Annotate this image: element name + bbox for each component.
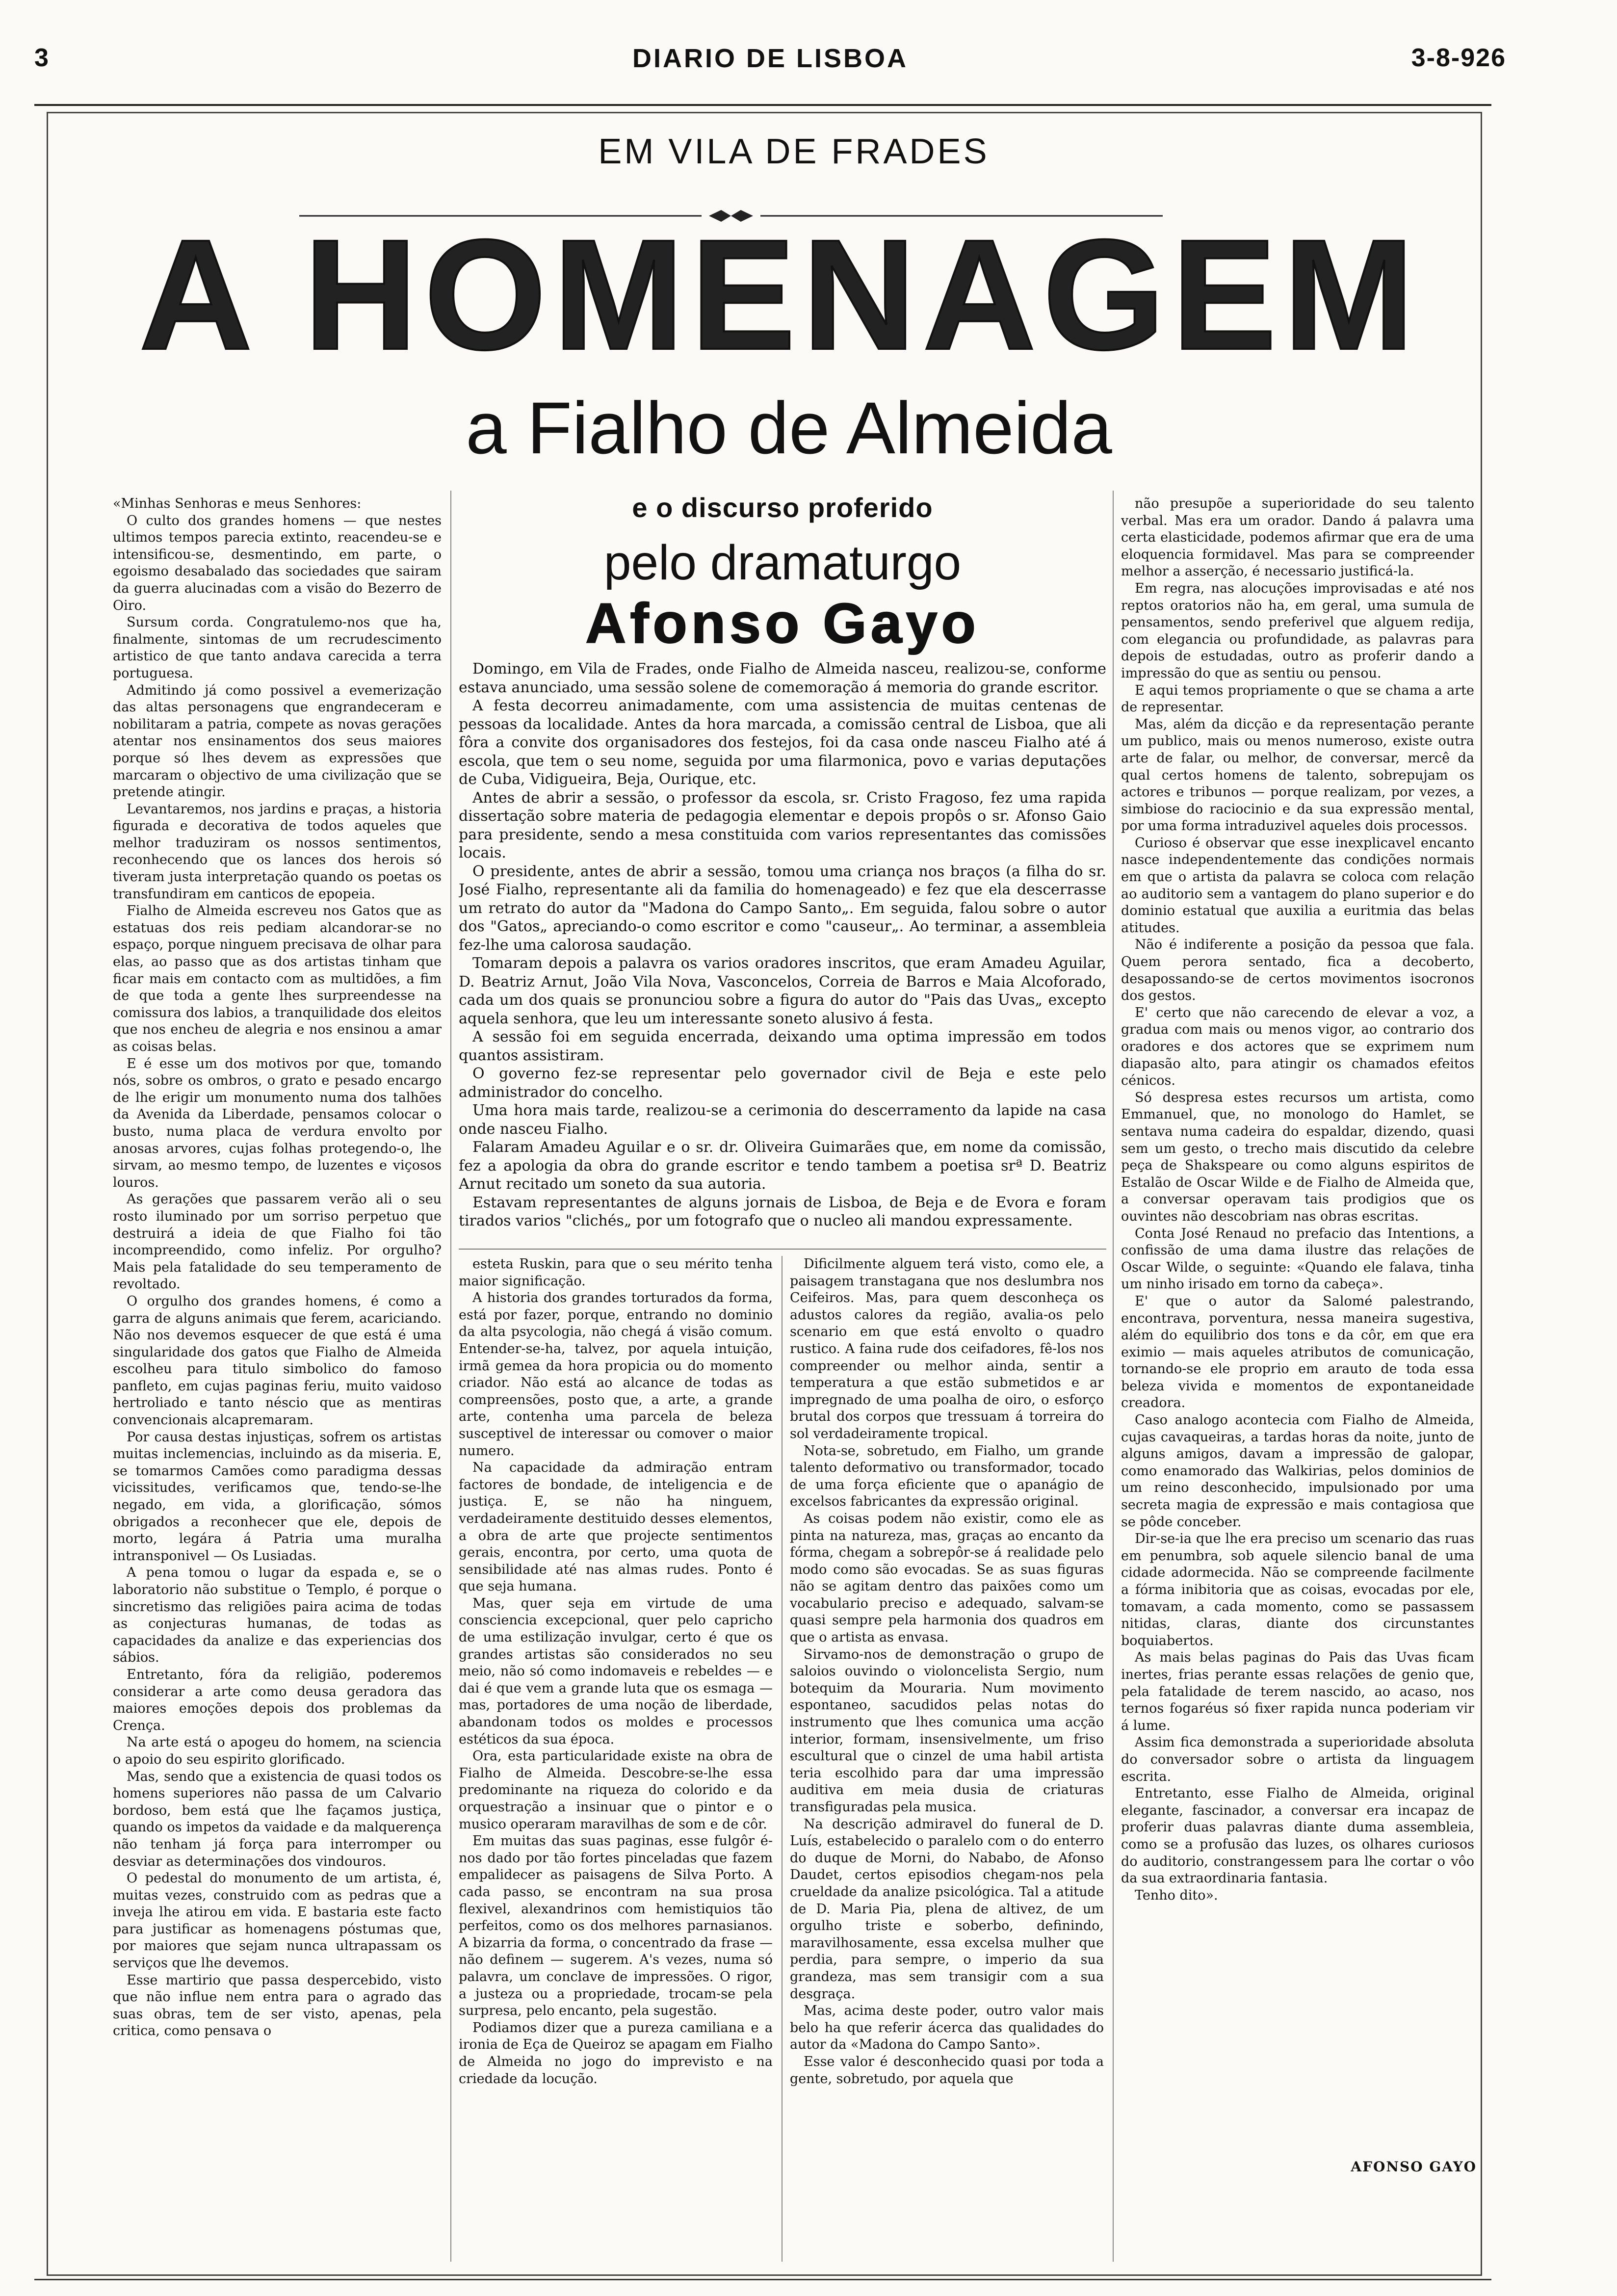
- paragraph: Uma hora mais tarde, realizou-se a cerimonia do descerramento da lapide na casa onde nasceu Fialho.: [459, 1102, 1106, 1138]
- article-headline: A HOMENAGEM: [139, 207, 1421, 382]
- paragraph: Conta José Renaud no prefacio das Intentions, a confissão de uma dama ilustre das relações de Oscar Wilde, o seguinte: «Quando ele falava, tinha um ninho irisado em torno da cabeça».: [1121, 1226, 1474, 1292]
- issue-date: 3-8-926: [1411, 44, 1506, 72]
- paragraph: Levantaremos, nos jardins e praças, a historia figurada e decorativa de todos aqueles que melhor traduziram os nossos sentimentos, reconhecendo que os lances dos herois só tiveram justa interpretação quando os poetas os transfundiram em canticos de epopeia.: [113, 801, 442, 902]
- paragraph: Na descrição admiravel do funeral de D. Luís, estabelecido o paralelo com o do enterro do duque de Morni, do Nababo, de Afonso Daudet, certos episodios chegam-nos pela crueldade da analize psicológica. Tal a atitude de D. Maria Pia, plena de altivez, de um orgulho triste e soberbo, definindo, maravilhosamente, essa excelsa mulher que perdia, para sempre, o imperio da sua grandeza, mas sem transigir com a sua desgraça.: [790, 1816, 1104, 2002]
- masthead-rule: [34, 104, 1491, 106]
- paragraph: A festa decorreu animadamente, com uma assistencia de muitas centenas de pessoas da localidade. Antes da hora marcada, a comissão central de Lisboa, que ali fôra a convite dos organisadores dos festejos, foi da casa onde nasceu Fialho até á escola, que tem o seu nome, seguida por uma filarmonica, povo e varias deputações de Cuba, Vidigueira, Beja, Ourique, etc.: [459, 697, 1106, 788]
- paragraph: Por causa destas injustiças, sofrem os artistas muitas inclemencias, incluindo as da miseria. E, se tomarmos Camões como paradigma dessas vicissitudes, verificamos que, tendo-se-lhe negado, em vida, a glorificação, sómos obrigados a reconhecer que ele, depois de morto, legára á Patria uma muralha intransponivel — Os Lusiadas.: [113, 1429, 442, 1564]
- paragraph: Mas, acima deste poder, outro valor mais belo ha que referir ácerca das qualidades do autor da «Madona do Campo Santo».: [790, 2003, 1104, 2053]
- column-rule: [1113, 491, 1114, 2262]
- article-kicker: EM VILA DE FRADES: [598, 132, 990, 171]
- paragraph: Admitindo já como possivel a evemerização das altas personagens que engrandeceram e nobilitaram a patria, compete as novas gerações atentar nos ensinamentos dos seus maiores porque só lhes devem as expressões que marcaram o objectivo de uma civilização que se pretende atingir.: [113, 682, 442, 800]
- paragraph: Mas, quer seja em virtude de uma consciencia excepcional, quer pelo capricho de uma estilização invulgar, certo é que os grandes artistas são considerados no seu meio, não só como indomaveis e rebeldes — e dai é que vem a grande luta que os esmaga — mas, portadores de uma noção de liberdade, abandonam todos os moldes e processos estéticos da sua época.: [459, 1595, 773, 1747]
- deck-author: Afonso Gayo: [585, 592, 980, 655]
- paragraph: Caso analogo acontecia com Fialho de Almeida, cujas cavaqueiras, a tardas horas da noite, junto de alguns amigos, davam a impressão de galopar, como enamorado das Walkirias, pelos dominios de um reino desconhecido, impulsionado por uma secreta magia de expressão e mais contagiosa que se pôde conceber.: [1121, 1412, 1474, 1530]
- paragraph: A sessão foi em seguida encerrada, deixando uma optima impressão em todos quantos assistiram.: [459, 1028, 1106, 1064]
- paragraph: Falaram Amadeu Aguilar e o sr. dr. Oliveira Guimarães que, em nome da comissão, fez a apologia da obra do grande escritor e tendo tambem a poetisa srª D. Beatriz Arnut recitado um soneto da sua autoria.: [459, 1139, 1106, 1193]
- paragraph: Domingo, em Vila de Frades, onde Fialho de Almeida nasceu, realizou-se, conforme estava anunciado, uma sessão solene de comemoração á memoria do grande escritor.: [459, 660, 1106, 696]
- newspaper-title: DIARIO DE LISBOA: [632, 44, 909, 73]
- masthead: [34, 43, 1506, 73]
- paragraph: Mas, sendo que a existencia de quasi todos os homens superiores não passa de um Calvario bordoso, bem está que lhe façamos justiça, quando os impetos da vaidade e da malquerença não tenham já força para interromper ou desviar as determinações dos vindouros.: [113, 1769, 442, 1869]
- paragraph: Esse martirio que passa despercebido, visto que não influe nem entra para o agrado das suas obras, tem de ser visto, apenas, pela critica, como pensava o: [113, 1972, 442, 2039]
- paragraph: O culto dos grandes homens — que nestes ultimos tempos parecia extinto, reacendeu-se e intensificou-se, desmentindo, em parte, o egoismo desabalado das sociedades que sairam da guerra alucinadas com a visão do Bezerro de Oiro.: [113, 513, 442, 613]
- deck-line-1: e o discurso proferido: [632, 492, 933, 523]
- paragraph: E' que o autor da Salomé palestrando, encontrava, porventura, nessa maneira sugestiva, além do equilibrio dos tons e da côr, em que era eximio — mais aqueles atributos de comunicação, tornando-se ele proprio em arauto de toda essa beleza vivida e momentos de expontaneidade creadora.: [1121, 1293, 1474, 1411]
- paragraph: Assim fica demonstrada a superioridade absoluta do conversador sobre o artista da linguagem escrita.: [1121, 1735, 1474, 1784]
- paragraph: Nota-se, sobretudo, em Fialho, um grande talento deformativo ou transformador, tocado de uma força eficiente que o apanágio de excelsos fabricantes da expressão original.: [790, 1443, 1104, 1510]
- paragraph: não presupõe a superioridade do seu talento verbal. Mas era um orador. Dando á palavra uma certa elasticidade, podemos afirmar que era de uma eloquencia formidavel. Mas para se compreender melhor a asserção, é necessario justificá-la.: [1121, 496, 1474, 579]
- paragraph: O orgulho dos grandes homens, é como a garra de alguns animais que ferem, acariciando. Não nos devemos esquecer de que está é uma singularidade dos gatos que Fialho de Almeida escolheu para titulo simbolico do famoso panfleto, em cujas paginas feriu, muito vaidoso hertroliado e tanto néscio que as mentiras convencionais alcapremaram.: [113, 1293, 442, 1428]
- section-rule: [459, 1249, 1106, 1250]
- paragraph: Entretanto, fóra da religião, poderemos considerar a arte como deusa geradora das maiores emoções depois dos problemas da Crença.: [113, 1667, 442, 1733]
- paragraph: Podiamos dizer que a pureza camiliana e a ironia de Eça de Queiroz se apagam em Fialho de Almeida no jogo do imprevisto e na criedade da locução.: [459, 2020, 773, 2087]
- paragraph: O presidente, antes de abrir a sessão, tomou uma criança nos braços (a filha do sr. José Fialho, representante ali da familia do homenageado) e fez que ela descerrasse um retrato do autor da "Madona do Campo Santo„. Em seguida, falou sobre o autor dos "Gatos„ apreciando-o como escritor e como "causeur„. Ao terminar, a assembleia fez-lhe uma calorosa saudação.: [459, 862, 1106, 954]
- paragraph: Na capacidade da admiração entram factores de bondade, de inteligencia e de justiça. E, se não ha ninguem, verdadeiramente destituido desses elementos, a obra de arte que projecte sentimentos gerais, encontra, por certo, uma quota de sensibilidade até nas almas rudes. Ponto é que seja humana.: [459, 1460, 773, 1594]
- intro-report: [459, 660, 1106, 1244]
- paragraph: Mas, além da dicção e da representação perante um publico, mais ou menos numeroso, existe outra arte de falar, ou melhor, de conversar, mercê da qual certos homens de talento, sobrepujam os actores e tribunos — porque realizam, por vezes, a simbiose do raciocinio e da sua expressão mental, por uma forma intraduzivel aqueles dois processos.: [1121, 716, 1474, 834]
- paragraph: Antes de abrir a sessão, o professor da escola, sr. Cristo Fragoso, fez uma rapida dissertação sobre materia de pedagogia elementar e depois propôs o sr. Afonso Gaio para presidente, sendo a mesa constituida com varios representantes das comissões locais.: [459, 789, 1106, 861]
- paragraph: Sursum corda. Congratulemo-nos que ha, finalmente, sintomas de um recrudescimento artistico de que tanto andava carecida a terra portuguesa.: [113, 615, 442, 681]
- speech-column-4: [1121, 496, 1474, 2114]
- paragraph: Esse valor é desconhecido quasi por toda a gente, sobretudo, por aquela que: [790, 2054, 1104, 2087]
- paragraph: Não é indiferente a posição da pessoa que fala. Quem perora sentado, fica a decoberto, desapossando-se de certos movimentos isocronos dos gestos.: [1121, 937, 1474, 1004]
- paragraph: As gerações que passarem verão ali o seu rosto iluminado por um sorriso perpetuo que destruirá a ideia de que Fialho foi tão incompreendido, como infeliz. Por orgulho? Mais pela fatalidade do seu temperamento de revoltado.: [113, 1192, 442, 1292]
- paragraph: Entretanto, esse Fialho de Almeida, original elegante, fascinador, a conversar era incapaz de proferir duas palavras diante duma assembleia, como se a profusão das luzes, os olhares curiosos do auditorio, constrangessem para lhe cortar o vôo da sua extraordinaria fantasia.: [1121, 1786, 1474, 1886]
- paragraph: Em muitas das suas paginas, esse fulgôr é-nos dado por tão fortes pinceladas que fazem empalidecer as paisagens de Silva Porto. A cada passo, se encontram na sua prosa flexivel, alexandrinos com hemistiquios tão perfeitos, como os dos melhores parnasianos. A bizarria da forma, o concentrado da frase — não definem — sugerem. A's vezes, numa só palavra, um conclave de impressões. O rigor, a justeza ou a propriedade, trocam-se pela surpresa, pelo encanto, pela sugestão.: [459, 1833, 773, 2019]
- paragraph: As coisas podem não existir, como ele as pinta na natureza, mas, graças ao encanto da fórma, chegam a sobrepôr-se á realidade pelo modo como são evocadas. Se as suas figuras não se agitam dentro das paixões como um vocabulario preciso e adequado, salvam-se quasi sempre pela harmonia dos quadros em que o artista as envasa.: [790, 1511, 1104, 1645]
- paragraph: Tenho dito».: [1135, 1887, 1218, 1903]
- paragraph: A historia dos grandes torturados da forma, está por fazer, porque, entrando no dominio da alta psycologia, não chegá á visão comum. Entender-se-ha, talvez, por aquela intuição, irmã gemea da hora propicia ou do momento criador. Não está ao alcance de todas as compreensões, posto que, a arte, a grande arte, contenha uma parcela de beleza susceptivel de interessar ou comover o maior numero.: [459, 1290, 773, 1459]
- paragraph: Curioso é observar que esse inexplicavel encanto nasce independentemente das condições normais em que o artista da palavra se coloca com relação ao auditorio sem a vantagem do plano superior e do dominio estatual que auxilia a euritmia das belas atitudes.: [1121, 835, 1474, 936]
- paragraph: Dir-se-ia que lhe era preciso um scenario das ruas em penumbra, sob aquele silencio banal de uma cidade adormecida. Não se compreende facilmente a fórma inibitoria que as coisas, evocadas por ele, tomavam, a cada momento, como se passassem nitidas, claras, diante dos circunstantes boquiabertos.: [1121, 1531, 1474, 1648]
- paragraph: As mais belas paginas do Pais das Uvas ficam inertes, frias perante essas relações de genio que, pela fatalidade de terem nascido, ao acaso, nos ternos fogaréus só fixer rapida nunca poderiam vir á lume.: [1121, 1650, 1474, 1733]
- article-subhead: a Fialho de Almeida: [466, 387, 1112, 469]
- paragraph: Fialho de Almeida escreveu nos Gatos que as estatuas dos reis pediam alcandorar-se no espaço, porque ninguem precisava de olhar para elas, ao passo que as dos artistas tinham que ficar mais em contacto com as multidões, a fim de que toda a gente lhes surpreendesse na comissura dos labios, a tranquilidade dos eleitos que nos encheu de alegria e nos ensinou a amar as coisas belas.: [113, 903, 442, 1054]
- deck-line-2: pelo dramaturgo: [603, 535, 962, 590]
- speech-column-2: [459, 1256, 773, 2262]
- paragraph: O pedestal do monumento de um artista, é, muitas vezes, construido com as pedras que a inveja lhe atirou em vida. E bastaria este facto para justificar as homenagens póstumas que, por maiores que sejam nunca ultrapassam os serviços que lhe devemos.: [113, 1871, 442, 1971]
- paragraph: Dificilmente alguem terá visto, como ele, a paisagem transtagana que nos deslumbra nos Ceifeiros. Mas, para quem desconheça os adustos calores da região, avalia-os pelo scenario em que está envolto o quadro rustico. A faina rude dos ceifadores, fê-los nos compreender ou melhor ainda, sentir a temperatura a que estão submetidos e ar impregnado de uma poalha de oiro, o esforço brutal dos corpos que tressuam á torreira do sol verdadeiramente tropical.: [790, 1256, 1104, 1441]
- speech-column-3: [790, 1256, 1104, 2262]
- paragraph: E é esse um dos motivos por que, tomando nós, sobre os ombros, o grato e pesado encargo de lhe erigir um monumento numa dos talhões da Avenida da Liberdade, pensamos colocar o busto, numa placa de verdura envolto por anosas arvores, cujas folhas protegendo-o, lhe sirvam, ao mesmo tempo, de luzentes e viçosos louros.: [113, 1056, 442, 1190]
- paragraph: Sirvamo-nos de demonstração o grupo de saloios ouvindo o violoncelista Sergio, num botequim da Mouraria. Num movimento espontaneo, sacudidos pelas notas do instrumento que lhes comunica uma acção interior, formam, insensivelmente, um friso escultural que o cinzel de uma habil artista teria escolhido para dar uma impressão auditiva em meia dusia de criaturas transfiguradas pela musica.: [790, 1646, 1104, 1815]
- paragraph: Tomaram depois a palavra os varios oradores inscritos, que eram Amadeu Aguilar, D. Beatriz Arnut, João Vila Nova, Vasconcelos, Correia de Barros e Maia Alcoforado, cada um dos quais se pronunciou sobre a figura do autor do "Pais das Uvas„ excepto aquela senhora, que leu um interessante soneto alusivo á festa.: [459, 955, 1106, 1027]
- paragraph: A pena tomou o lugar da espada e, se o laboratorio não substitue o Templo, é porque o sincretismo das religiões paira acima de todas as conjecturas humanas, de todas as capacidades da analize e das experiencias dos sábios.: [113, 1565, 442, 1666]
- paragraph: Estavam representantes de alguns jornais de Lisboa, de Beja e de Evora e foram tirados varios "clichés„ por um fotografo que o nucleo ali mandou expressamente.: [459, 1194, 1106, 1229]
- paragraph: Só despresa estes recursos um artista, como Emmanuel, que, no monologo do Hamlet, se sentava numa cadeira do espaldar, dizendo, quasi sem um gesto, o trecho mais discutido da celebre peça de Shakspeare ou como alguns espiritos de Estalão de Oscar Wilde e de Fialho de Almeida que, a conversar operavam tais prodigios que os ouvintes não descobriam nas obras escritas.: [1121, 1090, 1474, 1224]
- paragraph: Ora, esta particularidade existe na obra de Fialho de Almeida. Descobre-se-lhe essa predominante na riqueza do colorido e da orquestração a insinuar que o pintor e o musico operaram maravilhas de som e de côr.: [459, 1748, 773, 1832]
- bottom-rule: [34, 2279, 1491, 2280]
- speech-column-1: [113, 496, 442, 2114]
- column-rule: [450, 491, 451, 2262]
- paragraph: esteta Ruskin, para que o seu mérito tenha maior significação.: [459, 1256, 773, 1289]
- paragraph: Na arte está o apogeu do homem, na sciencia o apoio do seu espirito glorificado.: [113, 1735, 442, 1767]
- page-number: 3: [34, 44, 49, 72]
- paragraph: «Minhas Senhoras e meus Senhores:: [113, 496, 362, 511]
- paragraph: Em regra, nas alocuções improvisadas e até nos reptos oratorios não ha, em geral, uma sumula de pensamentos, sendo preferivel que alguem redija, com elegancia ou profundidade, as palavras para depois de estudadas, outro as proferir dando a impressão do que as sentiu ou pensou.: [1121, 580, 1474, 681]
- paragraph: E aqui temos propriamente o que se chama a arte de representar.: [1121, 682, 1474, 715]
- author-signature: AFONSO GAYO: [1351, 2159, 1477, 2175]
- paragraph: O governo fez-se representar pelo governador civil de Beja e este pelo administrador do concelho.: [459, 1065, 1106, 1101]
- paragraph: E' certo que não carecendo de elevar a voz, a gradua com mais ou menos vigor, ao contrario dos oradores e dos actores que se exprimem num diapasão alto, para atingir os chamados efeitos cénicos.: [1121, 1005, 1474, 1089]
